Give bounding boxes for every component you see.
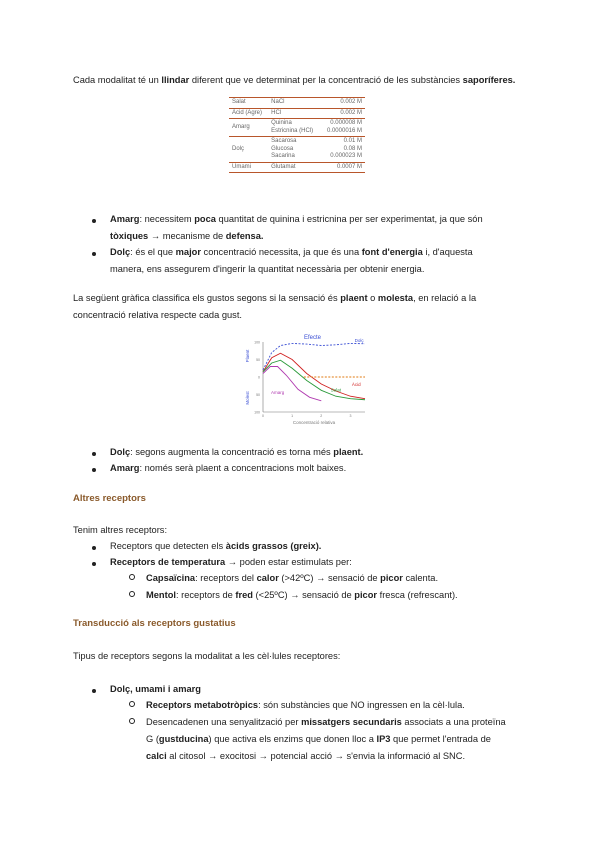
bullet-dot: [92, 562, 96, 566]
substance-cell: [268, 119, 320, 137]
list-item-dolc-umami-amarg: [110, 681, 528, 698]
text: G (: [146, 734, 159, 744]
text: : necessitem: [139, 214, 195, 224]
threshold-table-row: [229, 98, 365, 109]
bold-defensa: defensa.: [225, 230, 264, 241]
text: → mecanisme de: [148, 230, 226, 241]
sub-bullet-ring: [129, 574, 135, 580]
series-label: Amarg: [270, 389, 285, 395]
bullet-dot: [92, 468, 96, 472]
chart-intro-paragraph: [73, 290, 528, 324]
bold-receptors-metabotropics: Receptors metabotròpics: [146, 700, 259, 710]
x-tick-label: 2: [320, 414, 323, 418]
list-item-temperatura: [110, 554, 528, 571]
threshold-value-cell: [320, 119, 365, 137]
threshold-value-cell-line: 0.08 M: [343, 145, 362, 152]
sub-bullet-ring: [129, 701, 135, 707]
x-tick-label: 1: [291, 414, 294, 418]
text: fresca (refrescant).: [377, 590, 458, 600]
x-axis-label: Concentració relativa: [292, 420, 336, 425]
list-item-amarg-2: [110, 460, 528, 477]
threshold-value-cell-line: 0.002 M: [340, 99, 362, 105]
bold-major: major: [175, 247, 201, 257]
bold-dolc: Dolç: [110, 247, 131, 257]
text: quantitat de quinina i estricnina per ser experimentat, ja que són: [215, 214, 483, 224]
substance-cell-line: Quinina: [271, 120, 292, 126]
bold-plaent: plaent.: [333, 447, 364, 457]
text: (>42ºC) → sensació de: [278, 573, 381, 583]
substance-cell: [268, 108, 320, 119]
threshold-value-cell: [320, 162, 365, 173]
bold-plaent: plaent: [340, 293, 368, 303]
bold-amarg: Amarg: [110, 214, 140, 224]
threshold-table-row: [229, 162, 365, 173]
bullet-dot: [92, 452, 96, 456]
bold-receptors-temperatura: Receptors de temperatura: [110, 557, 226, 567]
text: Receptors que detecten els: [110, 541, 226, 551]
threshold-value-cell-line: 0.002 M: [340, 109, 362, 116]
y-tick-label: 100: [254, 410, 260, 415]
bold-fred: fred: [235, 590, 253, 600]
modality-cell: Amarg: [232, 123, 250, 130]
threshold-value-cell-line: 0.0000016 M: [326, 127, 362, 134]
substance-cell-line: Glutamat: [271, 163, 296, 170]
section2-intro: Tipus de receptors segons la modalitat a les cèl·lules receptores:: [73, 651, 341, 661]
list-item-dolc-2: [110, 444, 528, 461]
taste-effect-chart: [225, 330, 375, 430]
intro-bold-saporiferes: saporíferes.: [462, 75, 516, 85]
sub-item-capsaicina: [146, 570, 528, 587]
text: , en relació a la: [413, 293, 477, 303]
bold-capsaicina: Capsaïcina: [146, 573, 196, 583]
bullet-dot: [92, 689, 96, 693]
sub-bullet-ring: [129, 718, 135, 724]
substance-cell-line: HCl: [271, 109, 282, 116]
modality-cell: Dolç: [232, 145, 245, 152]
bold-dolc: Dolç: [110, 447, 131, 457]
bold-font-energia: font d'energia: [361, 247, 423, 257]
bold-calor: calor: [256, 573, 279, 583]
bold-dolc-umami-amarg: Dolç, umami i amarg: [110, 684, 201, 694]
intro-bold-llindar: llindar: [161, 75, 190, 85]
threshold-value-cell-line: 0.01 M: [343, 138, 362, 144]
text: : són substàncies que NO ingressen en la cèl·lula.: [258, 700, 465, 710]
text: associats a una proteïna: [401, 717, 506, 727]
substance-cell: [268, 98, 320, 109]
sub-item-mentol: [146, 587, 528, 604]
text: : segons augmenta la concentració es torna més: [130, 447, 334, 457]
bold-poca: poca: [194, 214, 216, 224]
y-tick-label: 50: [256, 393, 260, 397]
chart-title: Efecte: [304, 335, 322, 341]
threshold-value-cell: [320, 137, 365, 163]
threshold-table-row: [229, 108, 365, 119]
text: ) que activa els enzims que donen lloc a: [208, 734, 377, 744]
y-tick-label: 0: [258, 375, 260, 380]
x-tick-label: 3: [349, 414, 352, 418]
bullet-dot: [92, 546, 96, 550]
list-item-amarg: [110, 211, 528, 244]
bold-picor: picor: [380, 573, 403, 583]
y-axis-label-molest: Molest: [245, 391, 250, 405]
modality-cell: Àcid (Agre): [232, 109, 263, 116]
series-line-amarg: [263, 367, 321, 401]
series-label: Àcid: [351, 381, 361, 387]
sub-item-senyalitzacio: [146, 714, 528, 765]
bold-calci: calci: [146, 751, 167, 761]
text: : és el que: [130, 247, 176, 257]
bold-gustducina: gustducina: [158, 734, 209, 744]
text: : només serà plaent a concentracions molt baixes.: [139, 463, 347, 473]
y-tick-label: 100: [254, 340, 260, 345]
bold-picor: picor: [354, 590, 378, 600]
x-tick-label: 0: [262, 414, 264, 418]
intro-text-2: diferent que ve determinat per la concentració de les substàncies: [189, 75, 463, 85]
bold-mentol: Mentol: [146, 590, 176, 600]
text: o: [367, 293, 378, 303]
threshold-value-cell: [320, 108, 365, 119]
text: La següent gràfica classifica els gustos segons si la sensació és: [73, 293, 341, 303]
modality-cell: Salat: [232, 99, 246, 105]
text: → poden estar estimulats per:: [225, 557, 352, 567]
sub-item-metabotropics: [146, 697, 528, 714]
y-tick-label: 50: [256, 358, 260, 362]
bold-amarg: Amarg: [110, 463, 140, 473]
sub-bullet-ring: [129, 591, 135, 597]
threshold-value-cell: [320, 98, 365, 109]
text: manera, ens assegurem d'ingerir la quantitat necessària per obtenir energia.: [110, 263, 425, 274]
bold-acids-grassos: àcids grassos (greix).: [225, 541, 322, 551]
series-label: Salat: [330, 387, 341, 393]
text: (<25ºC) → sensació de: [252, 590, 355, 600]
bold-missatgers-secundaris: missatgers secundaris: [301, 717, 402, 727]
substance-cell: [268, 137, 320, 163]
text: : receptors de: [175, 590, 236, 600]
text: calenta.: [402, 573, 439, 583]
section-heading-altres-receptors: Altres receptors: [73, 493, 146, 504]
bold-ip3: IP3: [376, 734, 391, 744]
threshold-value-cell-line: 0.000008 M: [330, 120, 362, 126]
threshold-table-row: [229, 137, 365, 163]
text: concentració relativa respecte cada gust.: [73, 310, 242, 320]
bullet-dot: [92, 219, 96, 223]
text: Desencadenen una senyalització per: [146, 717, 302, 727]
text: concentració necessita, ja que és una: [200, 247, 362, 257]
text: que permet l'entrada de: [390, 734, 491, 744]
threshold-table-row: [229, 119, 365, 137]
section-heading-transduccio: Transducció als receptors gustatius: [73, 618, 236, 629]
bold-toxiques: tòxiques: [110, 230, 149, 241]
substance-cell-line: Sacarosa: [271, 138, 297, 144]
text: al citosol → exocitosi → potencial acció → s'envia la informació al SNC.: [166, 751, 466, 761]
series-line-dolç: [263, 343, 365, 370]
text: : receptors del: [195, 573, 257, 583]
modality-cell: Umami: [232, 163, 251, 170]
threshold-value-cell-line: 0.0007 M: [336, 163, 362, 170]
substance-cell-line: NaCl: [271, 99, 285, 105]
series-label: Dolç: [354, 338, 364, 343]
threshold-table: [229, 97, 365, 173]
substance-cell-line: Estricnina (HCl): [271, 127, 314, 134]
text: i, d'aquesta: [422, 247, 473, 257]
threshold-value-cell-line: 0.000023 M: [330, 153, 362, 159]
y-axis-label-plaent: Plaent: [245, 349, 250, 363]
substance-cell-line: Glucosa: [271, 145, 294, 152]
list-item-acids-grassos: [110, 538, 528, 555]
substance-cell: [268, 162, 320, 173]
section1-intro: Tenim altres receptors:: [73, 525, 168, 535]
substance-cell-line: Sacarina: [271, 153, 295, 159]
list-item-dolc: [110, 244, 528, 277]
intro-paragraph: [73, 72, 528, 89]
bullet-dot: [92, 252, 96, 256]
intro-text-1: Cada modalitat té un: [73, 75, 162, 85]
bold-molesta: molesta: [377, 293, 414, 303]
